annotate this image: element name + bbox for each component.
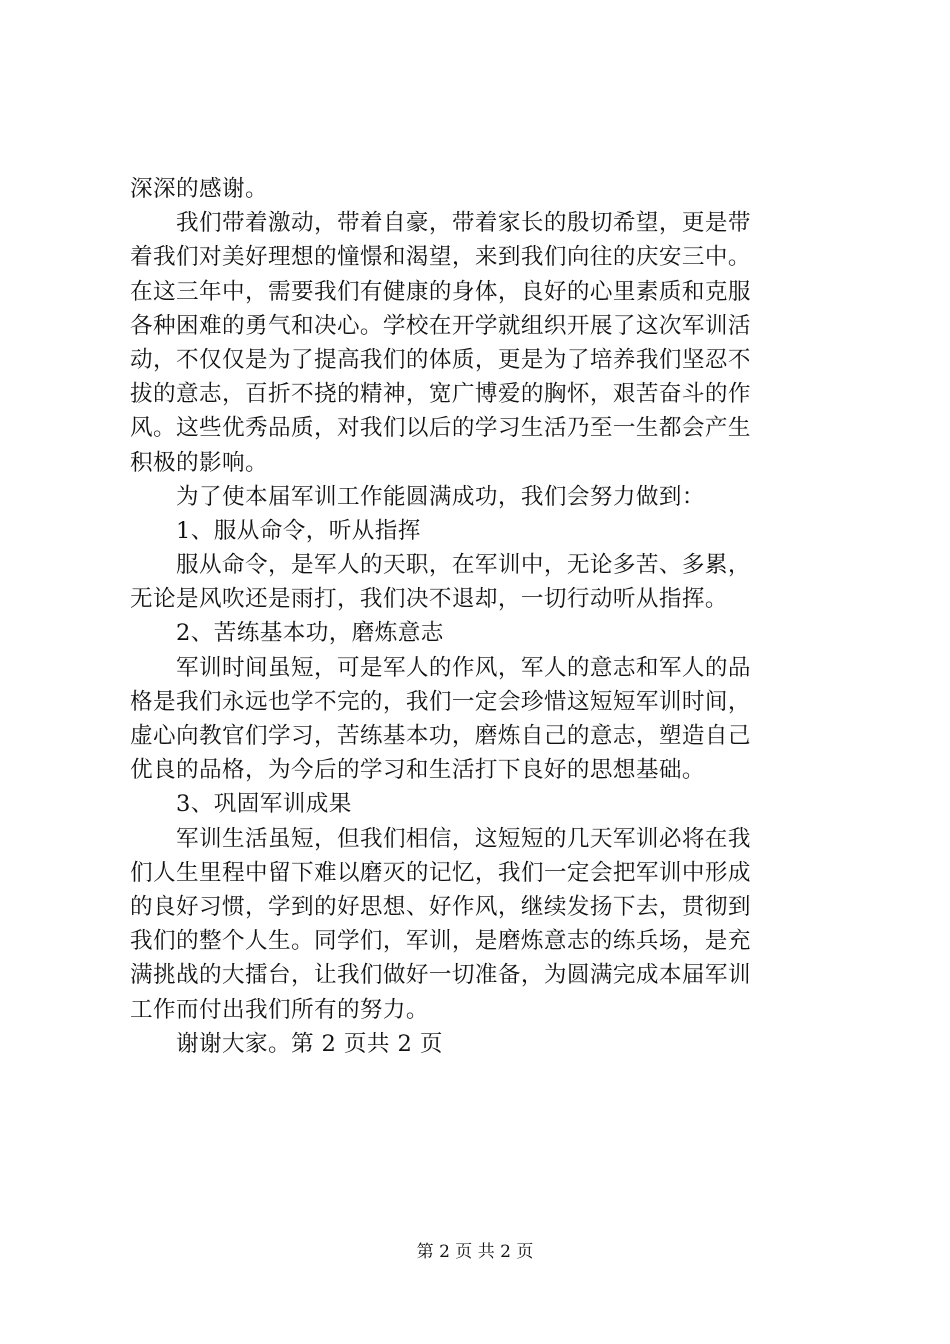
paragraph-start: 军训时间虽短，可是军人的作风，军人的意志和军人的品 xyxy=(176,654,751,681)
text-line: 们人生里程中留下难以磨灭的记忆，我们一定会把军训中形成 xyxy=(130,859,751,886)
text-line: 优良的品格，为今后的学习和生活打下良好的思想基础。 xyxy=(130,757,705,784)
text-line: 风。这些优秀品质，对我们以后的学习生活乃至一生都会产生 xyxy=(130,415,751,442)
text-line: 格是我们永远也学不完的，我们一定会珍惜这短短军训时间， xyxy=(130,688,751,715)
text-line: 拔的意志，百折不挠的精神，宽广博爱的胸怀，艰苦奋斗的作 xyxy=(130,381,751,408)
section-heading-1: 1、服从命令，听从指挥 xyxy=(176,517,421,544)
document-body xyxy=(130,172,820,1061)
paragraph-start: 为了使本届军训工作能圆满成功，我们会努力做到： xyxy=(176,483,705,510)
text-line: 我们的整个人生。同学们，军训，是磨炼意志的练兵场，是充 xyxy=(130,928,751,955)
paragraph-start: 军训生活虽短，但我们相信，这短短的几天军训必将在我 xyxy=(176,825,751,852)
text-line: 着我们对美好理想的憧憬和渴望，来到我们向往的庆安三中。 xyxy=(130,244,751,271)
paragraph-start: 我们带着激动，带着自豪，带着家长的殷切希望，更是带 xyxy=(176,210,751,237)
page-number-label: 第 2 页 共 2 页 xyxy=(416,1242,534,1262)
section-heading-3: 3、巩固军训成果 xyxy=(176,791,352,818)
text-line: 满挑战的大擂台，让我们做好一切准备，为圆满完成本届军训 xyxy=(130,962,751,989)
text-line: 各种困难的勇气和决心。学校在开学就组织开展了这次军训活 xyxy=(130,312,751,339)
text-line: 的良好习惯，学到的好思想、好作风，继续发扬下去，贯彻到 xyxy=(130,893,751,920)
text-line: 虚心向教官们学习，苦练基本功，磨炼自己的意志，塑造自己 xyxy=(130,723,751,749)
paragraph-start: 服从命令，是军人的天职，在军训中，无论多苦、多累， xyxy=(176,552,751,579)
closing-line: 谢谢大家。第 2 页共 2 页 xyxy=(176,1030,443,1057)
section-heading-2: 2、苦练基本功，磨炼意志 xyxy=(176,620,444,647)
text-line: 深深的感谢。 xyxy=(130,176,268,202)
text-line: 工作而付出我们所有的努力。 xyxy=(130,996,429,1023)
text-line: 无论是风吹还是雨打，我们决不退却，一切行动听从指挥。 xyxy=(130,586,728,613)
text-line: 积极的影响。 xyxy=(130,449,268,476)
text-line: 在这三年中，需要我们有健康的身体，良好的心里素质和克服 xyxy=(130,278,751,305)
page-footer xyxy=(0,1240,950,1264)
text-line: 动，不仅仅是为了提高我们的体质，更是为了培养我们坚忍不 xyxy=(130,346,751,373)
